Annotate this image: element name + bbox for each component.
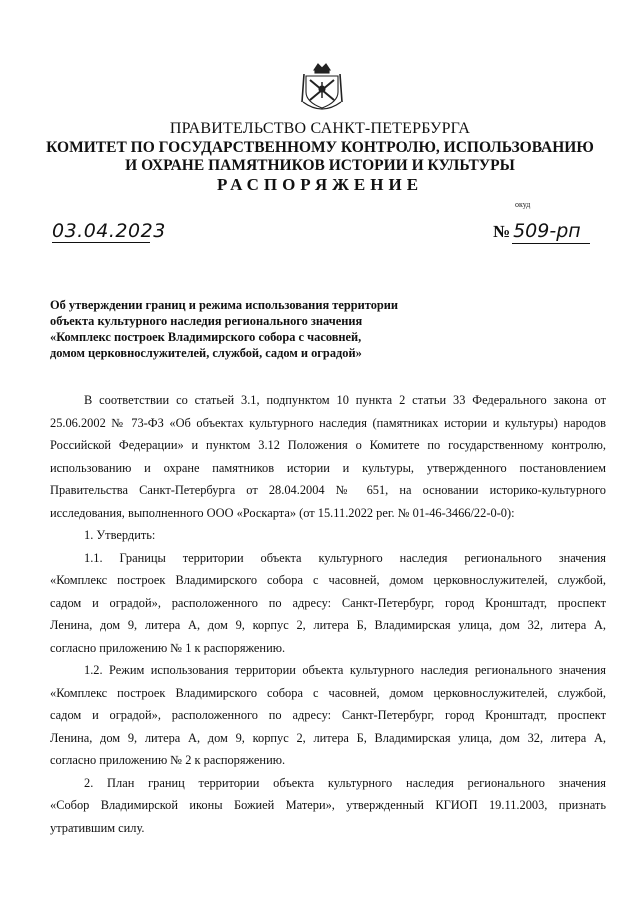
body-line: «Комплекс построек Владимирского собора с часовней, домом церковнослужителей, службой, (50, 685, 606, 700)
body-line: Правительства Санкт-Петербурга от 28.04.2004 № 651, на основании историко-культурного (50, 483, 606, 497)
document-type: РАСПОРЯЖЕНИЕ (216, 175, 424, 194)
body-line: согласно приложению № 1 к распоряжению. (50, 640, 286, 655)
body-line: 2. План границ территории объекта культурного наследия регионального значения (84, 775, 606, 790)
body-line: «Комплекс построек Владимирского собора с часовней, домом церковнослужителей, службой, (50, 573, 606, 587)
body-line: Ленина, дом 9, литера А, дом 9, корпус 2, литера Б, Владимирская улица, дом 32, литера А, (50, 730, 606, 745)
number-sign: № (493, 222, 511, 241)
body-line: Ленина, дом 9, литера А, дом 9, корпус 2, литера Б, Владимирская улица, дом 32, литера А, (50, 618, 606, 632)
government-title: ПРАВИТЕЛЬСТВО САНКТ-ПЕТЕРБУРГА (169, 120, 471, 137)
body-line: «Собор Владимирской иконы Божией Матери», утвержденный КГИОП 19.11.2003, признать (50, 798, 606, 812)
okud-label: окуд (515, 200, 531, 209)
subject-line: объекта культурного наследия регионального значения (50, 314, 363, 328)
document-body (50, 389, 606, 839)
body-line: 1.2. Режим использования территории объекта культурного наследия регионального значения (84, 663, 606, 677)
committee-title-line1: КОМИТЕТ ПО ГОСУДАРСТВЕННОМУ КОНТРОЛЮ, ИСПОЛЬЗОВАНИЮ (46, 139, 594, 156)
coat-of-arms-icon (300, 58, 344, 114)
body-line: согласно приложению № 2 к распоряжению. (50, 753, 286, 767)
body-line: 1. Утвердить: (84, 528, 156, 542)
body-line: 25.06.2002 № 73-ФЗ «Об объектах культурного наследия (памятниках истории и культуры) народов (50, 415, 606, 430)
number-underline (512, 243, 590, 244)
body-line: утратившим силу. (50, 820, 145, 835)
body-line: садом и оградой», расположенного по адресу: Санкт-Петербург, город Кронштадт, проспект (50, 708, 606, 722)
subject-line: Об утверждении границ и режима использования территории (50, 298, 399, 312)
body-line: использованию и охране памятников истории и культуры, утвержденного постановлением (50, 460, 606, 475)
document-date: 03.04.2023 (52, 220, 166, 242)
subject-line: «Комплекс построек Владимирского собора с часовней, (50, 330, 362, 344)
body-line: Российской Федерации» и пунктом 3.12 Положения о Комитете по государственному контролю, (50, 438, 606, 452)
body-line: 1.1. Границы территории объекта культурного наследия регионального значения (84, 550, 606, 565)
date-underline (52, 242, 150, 243)
committee-title-line2: И ОХРАНЕ ПАМЯТНИКОВ ИСТОРИИ И КУЛЬТУРЫ (125, 157, 515, 174)
number-value: 509-рп (513, 220, 581, 242)
document-number (493, 220, 581, 242)
body-line: В соответствии со статьей 3.1, подпунктом 10 пункта 2 статьи 33 Федерального закона от (84, 393, 606, 407)
subject-line: домом церковнослужителей, службой, садом и оградой» (50, 346, 362, 360)
body-line: исследования, выполненного ООО «Роскарта» (от 15.11.2022 рег. № 01-46-3466/22-0-0): (50, 505, 515, 520)
body-line: садом и оградой», расположенного по адресу: Санкт-Петербург, город Кронштадт, проспект (50, 595, 606, 610)
subject-block (50, 297, 470, 361)
